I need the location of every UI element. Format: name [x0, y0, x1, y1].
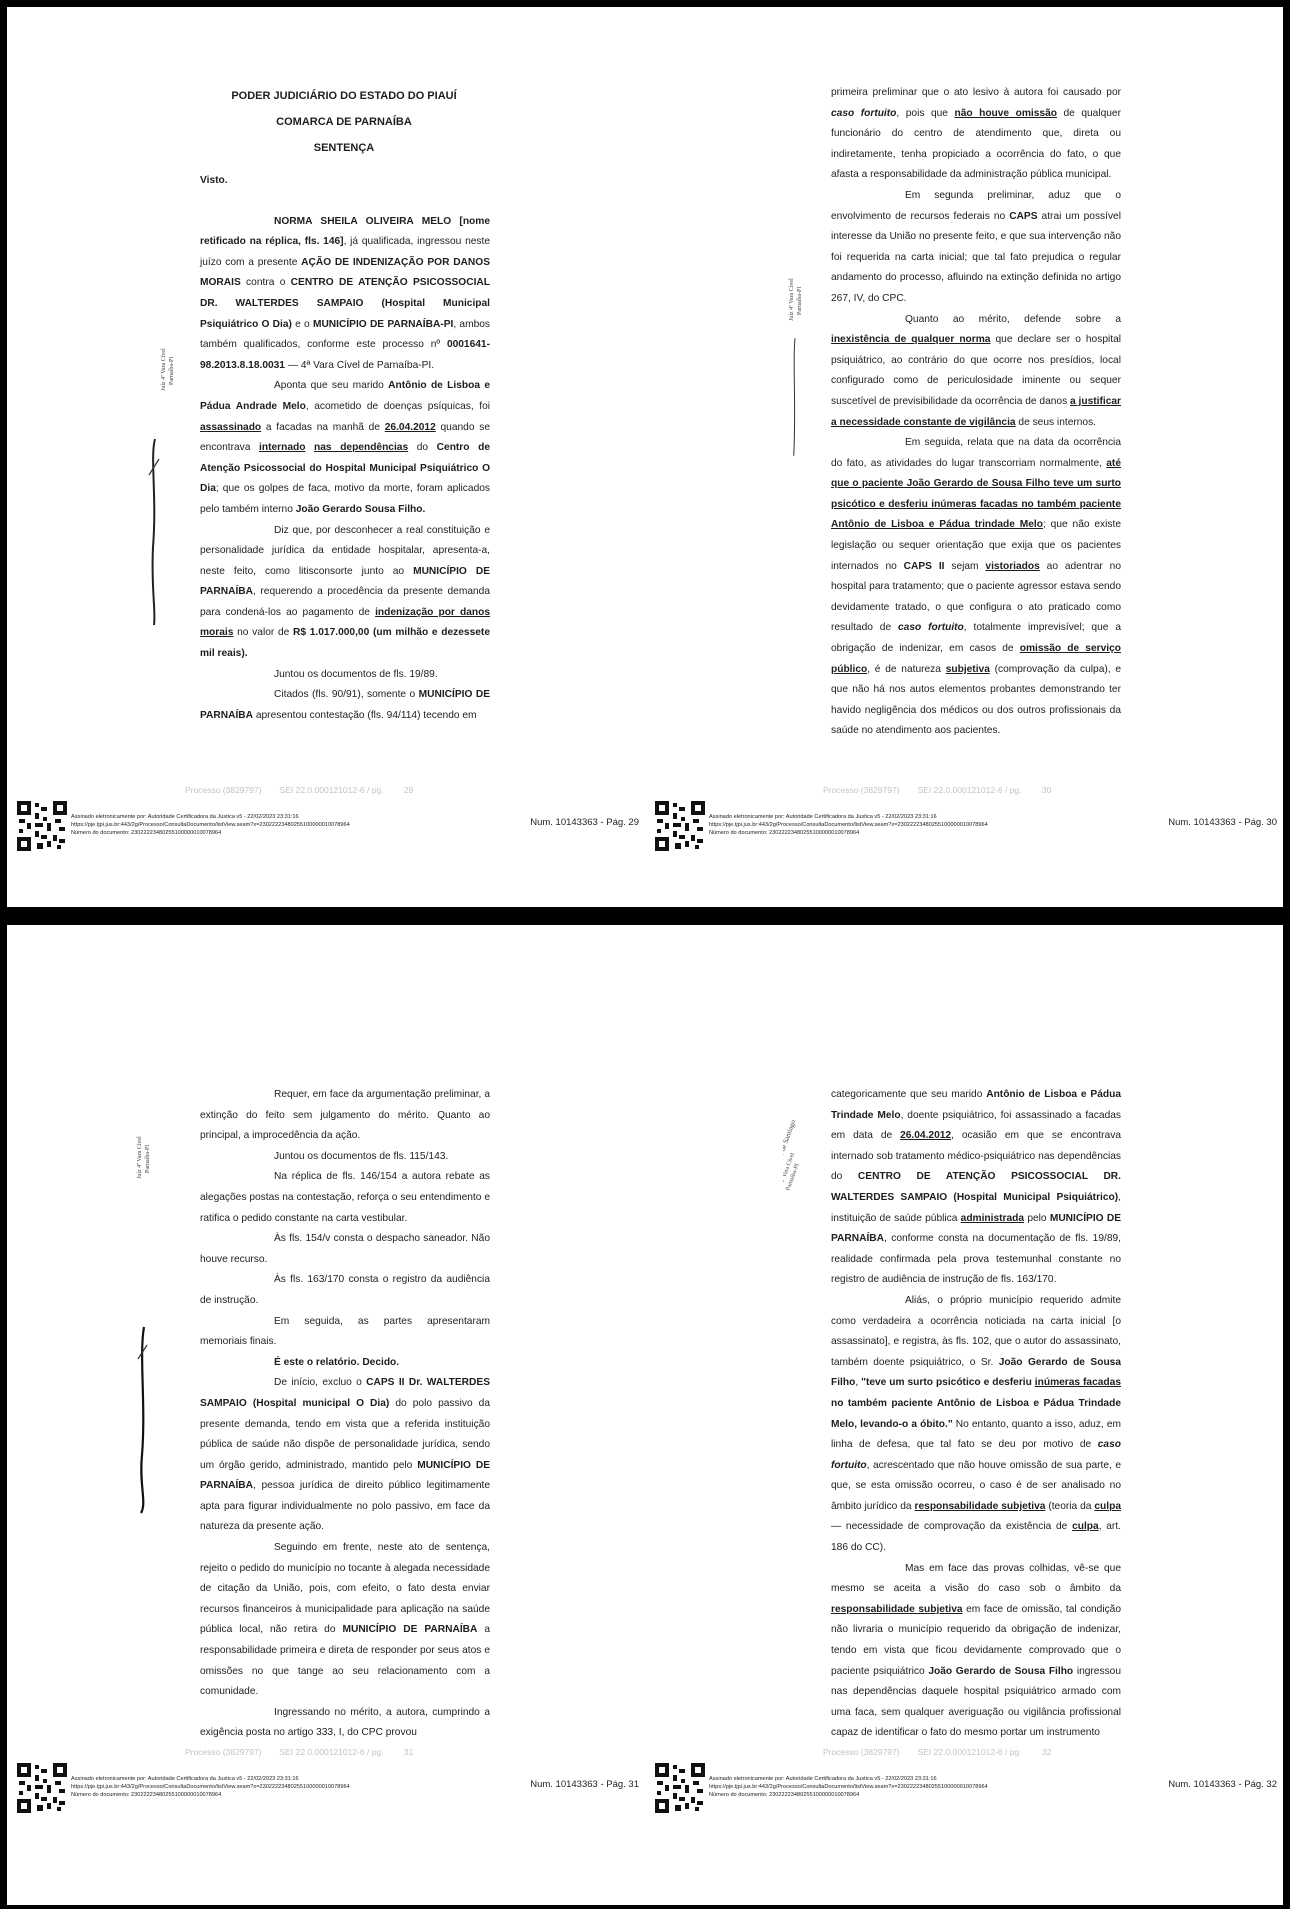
margin-signature — [135, 1320, 151, 1520]
sei-label: SEI 22.0.000121012-6 / pg. 29 — [279, 785, 414, 795]
paragraph: Às fls. 163/170 consta o registro da audiência de instrução. — [200, 1274, 490, 1306]
paragraph: primeira preliminar que o ato lesivo à autora foi causado por caso fortuito, pois que não houve omissão de qualquer funcionário do centro de atendimento que, direta ou indiretamente, tenha propiciado a ocorrência do fato, o que afasta a responsabilidade da administração pública municipal. — [831, 87, 1121, 181]
paragraph: Em seguida, relata que na data da ocorrência do fato, as atividades do lugar transcorriam normalmente, até que o paciente João Gerardo de Sousa Filho teve um surto psicótico e desferiu inúmeras facadas no também paciente Antônio de Lisboa e Pádua trindade Melo; que não existe legislação ou sequer orientação que exija que os pacientes internados no CAPS II sejam vistoriados ao adentrar no hospital para tratamento; que o paciente agressor estava sendo devidamente tratado, o que configura o ato praticado como resultado de caso fortuito, totalmente imprevisível; que a obrigação de indenizar, em casos de omissão de serviço público, é de natureza subjetiva (comprovação da culpa), e que não há nos autos elementos probantes demonstrando ter havido negligência dos médicos ou dos outros profissionais da saúde no atendimento aos pacientes. — [831, 437, 1121, 737]
page-footer — [7, 1747, 645, 1823]
paragraph: Ingressando no mérito, a autora, cumprindo a exigência posta no artigo 333, I, do CPC provou — [200, 1706, 490, 1739]
document-page-32 — [645, 925, 1283, 1905]
sei-label: SEI 22.0.000121012-6 / pg. 30 — [917, 785, 1052, 795]
qr-code — [655, 801, 705, 851]
page-31-body — [200, 1085, 490, 1744]
page-number: Num. 10143363 - Pág. 30 — [1168, 817, 1277, 828]
paragraph: Em segunda preliminar, aduz que o envolvimento de recursos federais no CAPS atrai um possível interesse da União no presente feito, e que sua intervenção não foi requerida na carta inicial; que tal fato prejudica o regular andamento do processo, afluindo na extinção definida no artigo 267, IV, do CPC. — [831, 189, 1121, 304]
document-page-31 — [7, 925, 645, 1905]
svg-text:Parnaíba-PI: Parnaíba-PI — [169, 356, 175, 385]
page-number: Num. 10143363 - Pág. 31 — [530, 1779, 639, 1790]
visto-label: Visto. — [200, 175, 228, 186]
paragraph: Mas em face das provas colhidas, vê-se que mesmo se aceita a visão do caso sob o âmbito da responsabilidade subjetiva em face de omissão, tal condição não livraria o município requerido da obrigação de indenizar, tendo em vista que ficou devidamente comprovado que o paciente psiquiátrico João Gerardo de Sousa Filho ingressou nas dependências daquele hospital psiquiátrico armado com uma faca, sem qualquer averiguação ou vigilância profissional capaz de identificar o fato do mesmo portar um instrumento — [831, 1562, 1122, 1739]
page-32-body — [831, 1085, 1121, 1744]
svg-text:Juíz 4ª Vara Cível: Juíz 4ª Vara Cível — [789, 278, 795, 321]
sei-label: SEI 22.0.000121012-6 / pg. 31 — [279, 1747, 414, 1757]
paragraph: Aponta que seu marido Antônio de Lisboa e Pádua Andrade Melo, acometido de doenças psíquicas, foi assassinado a facadas na manhã de 26.04.2012 quando se encontrava internado nas dependências do Centro de Atenção Psicossocial do Hospital Municipal Psiquiátrico O Dia; que os golpes de faca, motivo da morte, foram aplicados pelo também interno João Gerardo Sousa Filho. — [200, 380, 490, 515]
qr-code — [17, 1763, 67, 1813]
paragraph: Aliás, o próprio município requerido admite como verdadeira a ocorrência noticiada na carta inicial [o assassinato], e registra, às fls. 102, que o autor do assassinato, também doente psiquiátrico, o Sr. João Gerardo de Sousa Filho, "teve um surto psicótico e desferiu inúmeras facadas no também paciente Antônio de Lisboa e Pádua Trindade Melo, levando-o a óbito." No entanto, quanto a isso, aduz, em linha de defesa, que tal fato se deu por motivo de caso fortuito, acrescentado que não houve omissão de sua parte, e que, se esta omissão ocorreu, o caso é de ser analisado no âmbito jurídico da responsabilidade subjetiva (teoria da culpa — necessidade de comprovação da existência de culpa, art. 186 do CC). — [831, 1294, 1121, 1554]
margin-signature — [147, 437, 163, 627]
page-number: Num. 10143363 - Pág. 32 — [1168, 1779, 1277, 1790]
paragraph: Quanto ao mérito, defende sobre a inexistência de qualquer norma que declare ser o hospital psiquiátrico, ao contrário do que ocorre nos presídios, local configurado como de periculosidade iminente ou sequer suscetível de previsibilidade da ocorrência de danos a justificar a necessidade constante de vigilância de seus internos. — [831, 313, 1122, 428]
svg-text:Juíza Eugênia Macedo de Santia: Macedo de Santiago — [783, 1118, 798, 1176]
qr-code — [655, 1763, 705, 1813]
qr-code — [17, 801, 67, 851]
svg-text:Parnaíba-PI: Parnaíba-PI — [145, 1144, 151, 1173]
document-page-29 — [7, 7, 645, 907]
paragraph: Seguindo em frente, neste ato de sentença, rejeito o pedido do município no tocante à alegada necessidade de citação da União, pois, com efeito, o fato desta enviar recursos financeiros à municipalidade para aplicação na saúde pública local, não retira do MUNICÍPIO DE PARNAÍBA a responsabilidade primeira e direta de responder por seus atos e omissões no que tange ao seu relacionamento com a comunidade. — [200, 1542, 491, 1698]
judge-stamp — [785, 227, 819, 345]
paragraph: É este o relatório. Decido. — [274, 1356, 400, 1368]
sei-label: SEI 22.0.000121012-6 / pg. 32 — [917, 1747, 1052, 1757]
paragraph: NORMA SHEILA OLIVEIRA MELO [nome retificado na réplica, fls. 146], já qualificada, ingressou neste juízo com a presente AÇÃO DE INDENIZAÇÃO POR DANOS MORAIS contra o CENTRO DE ATENÇÃO PSICOSSOCIAL DR. WALTERDES SAMPAIO (Hospital Municipal Psiquiátrico O Dia) e o MUNICÍPIO DE PARNAÍBA-PI, ambos também qualificados, conforme este processo nº 0001641-98.2013.8.18.0031 — 4ª Vara Cível de Parnaíba-PI. — [200, 215, 490, 371]
scan-sheet-bottom — [7, 925, 1283, 1905]
svg-text:Parnaíba-PI: Parnaíba-PI — [797, 286, 803, 315]
svg-text:Juíz 4ª Vara Cível: 4ª Vara Cível — [783, 1152, 797, 1185]
scan-sheet-top — [7, 7, 1283, 907]
process-label: Processo (3829797) — [823, 785, 900, 795]
svg-text:Juíz 4ª Vara Cível: Juíz 4ª Vara Cível — [161, 348, 167, 391]
svg-text:Parnaíba-PI: Parnaíba-PI — [785, 1162, 801, 1192]
judge-stamp — [157, 297, 191, 415]
page-footer — [645, 785, 1283, 861]
process-label: Processo (3829797) — [823, 1747, 900, 1757]
page-number: Num. 10143363 - Pág. 29 — [530, 817, 639, 828]
district-heading: COMARCA DE PARNAÍBA — [276, 116, 412, 128]
paragraph: Juntou os documentos de fls. 115/143. — [274, 1150, 449, 1162]
judge-stamp — [133, 1085, 167, 1203]
paragraph: Às fls. 154/v consta o despacho saneador. Não houve recurso. — [200, 1233, 490, 1265]
sentence-heading: SENTENÇA — [313, 142, 375, 154]
paragraph: Na réplica de fls. 146/154 a autora rebate as alegações postas na contestação, reforça o seu entendimento e ratifica o pedido constante na carta vestibular. — [200, 1171, 490, 1224]
paragraph: Diz que, por desconhecer a real constituição e personalidade jurídica da entidade hospitalar, apresenta-a, neste feito, como litisconsorte junto ao MUNICÍPIO DE PARNAÍBA, requerendo a procedência da presente demanda para condená-los ao pagamento de indenização por danos morais no valor de R$ 1.017.000,00 (um milhão e dezessete mil reais). — [200, 524, 490, 660]
paragraph: De início, excluo o CAPS II Dr. WALTERDES SAMPAIO (Hospital municipal O Dia) do polo passivo da presente demanda, tendo em vista que a referida instituição pública de saúde não dispõe de personalidade jurídica, sendo um órgão gerido, administrado, mantido pelo MUNICÍPIO DE PARNAÍBA, pessoa jurídica de direito público legitimamente apta para figurar individualmente no polo passivo, em face da natureza da presente ação. — [200, 1377, 490, 1533]
paragraph: categoricamente que seu marido Antônio de Lisboa e Pádua Trindade Melo, doente psiquiátrico, foi assassinado a facadas em data de 26.04.2012, ocasião em que se encontrava internado sob tratamento médico-psiquiátrico nas dependências do CENTRO DE ATENÇÃO PSICOSSOCIAL DR. WALTERDES SAMPAIO (Hospital Municipal Psiquiátrico), instituição de saúde pública administrada pelo MUNICÍPIO DE PARNAÍBA, conforme consta na documentação de fls. 19/89, realidade confirmada pela prova testemunhal constante no registro de audiência de instrução de fls. 163/170. — [831, 1089, 1121, 1286]
paragraph: Requer, em face da argumentação preliminar, a extinção do feito sem julgamento do mérito. Quanto ao principal, a improcedência da ação. — [200, 1089, 490, 1142]
margin-signature — [787, 337, 803, 457]
signature-info: Assinado eletronicamente por: Autoridade Certificadora da Justica v5 - 22/02/2023 23:31:16 https://pje.tjpi.jus.br:443/2g/Processo/ConsultaDocumento/listView.seam?x=23022223480255100000010078964 Número do documento: 23022223480255100000010078964 — [709, 814, 988, 836]
signature-info: Assinado eletronicamente por: Autoridade Certificadora da Justica v5 - 22/02/2023 23:31:16 https://pje.tjpi.jus.br:443/2g/Processo/ConsultaDocumento/listView.seam?x=23022223480255100000010078964 Número do documento: 23022223480255100000010078964 — [71, 814, 350, 836]
page-footer — [7, 785, 645, 861]
paragraph: Juntou os documentos de fls. 19/89. — [274, 668, 438, 680]
paragraph: Em seguida, as partes apresentaram memoriais finais. — [200, 1315, 490, 1348]
process-label: Processo (3829797) — [185, 785, 262, 795]
process-label: Processo (3829797) — [185, 1747, 262, 1757]
page-30-body — [831, 83, 1121, 742]
court-heading: PODER JUDICIÁRIO DO ESTADO DO PIAUÍ — [231, 90, 457, 102]
svg-text:Juíz 4ª Vara Cível: Juíz 4ª Vara Cível — [137, 1136, 143, 1179]
signature-info: Assinado eletronicamente por: Autoridade Certificadora da Justica v5 - 22/02/2023 23:31:16 https://pje.tjpi.jus.br:443/2g/Processo/ConsultaDocumento/listView.seam?x=23022223480255100000010078964 Número do documento: 23022223480255100000010078964 — [709, 1776, 988, 1798]
judge-stamp — [783, 1105, 817, 1223]
document-page-30 — [645, 7, 1283, 907]
page-footer — [645, 1747, 1283, 1823]
paragraph: Citados (fls. 90/91), somente o MUNICÍPIO DE PARNAÍBA apresentou contestação (fls. 94/114) tecendo em — [200, 689, 490, 721]
signature-info: Assinado eletronicamente por: Autoridade Certificadora da Justica v5 - 22/02/2023 23:31:16 https://pje.tjpi.jus.br:443/2g/Processo/ConsultaDocumento/listView.seam?x=23022223480255100000010078964 Número do documento: 23022223480255100000010078964 — [71, 1776, 350, 1798]
page-29-body — [200, 83, 490, 726]
